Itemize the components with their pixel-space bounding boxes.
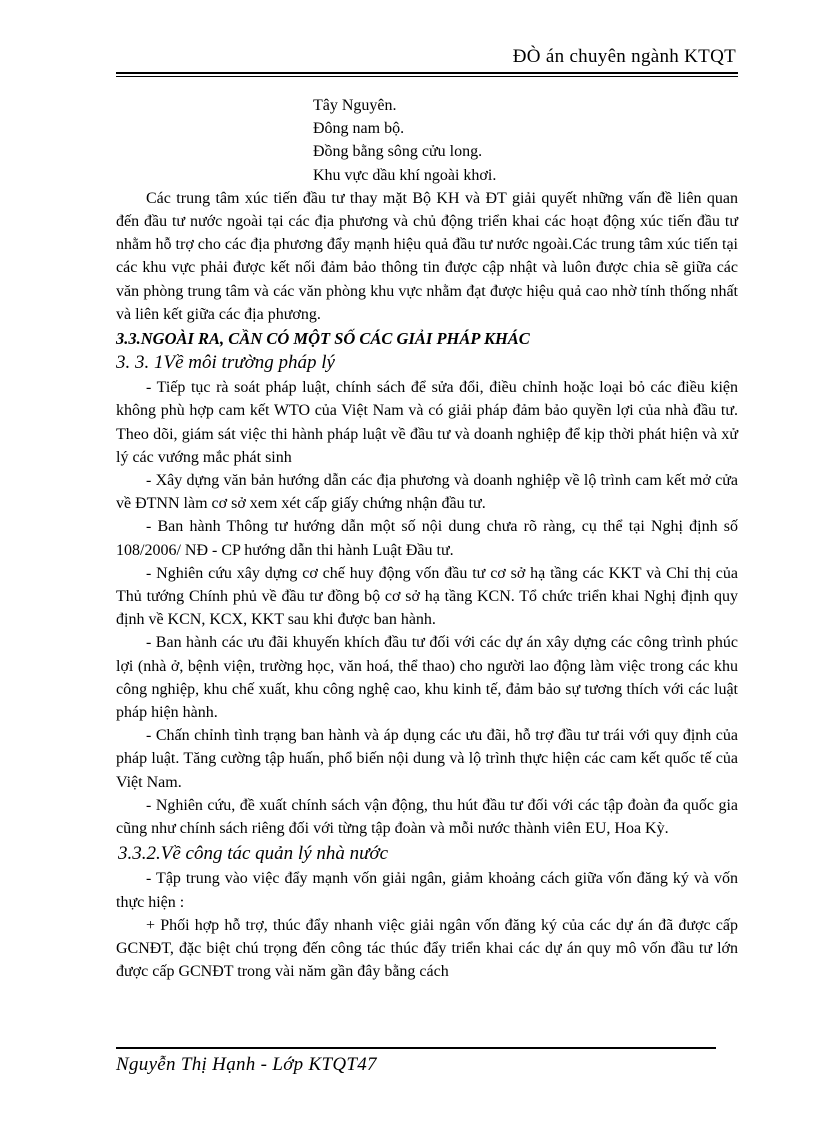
footer-author: Nguyễn Thị Hạnh - Lớp KTQT47 [116,1054,377,1075]
legal-paragraph: - Tiếp tục rà soát pháp luật, chính sách để sửa đổi, điều chỉnh hoặc loại bỏ các điều kiện không phù hợp cam kết WTO của Việt Nam và có giải pháp đảm bảo quyền lợi của nhà đầu tư. Theo dõi, giám sát việc thi hành pháp luật về đầu tư và doanh nghiệp để kịp thời phát hiện và xử lý các vướng mắc phát sinh [116,379,738,466]
legal-paragraph: - Ban hành Thông tư hướng dẫn một số nội dung chưa rõ ràng, cụ thể tại Nghị định số 108/2006/ NĐ - CP hướng dẫn thi hành Luật Đầu tư. [116,518,738,559]
legal-paragraph: - Xây dựng văn bản hướng dẫn các địa phương và doanh nghiệp về lộ trình cam kết mở cửa về ĐTNN làm cơ sở xem xét cấp giấy chứng nhận đầu tư. [116,472,738,513]
legal-paragraph: - Chấn chỉnh tình trạng ban hành và áp dụng các ưu đãi, hỗ trợ đầu tư trái với quy định của pháp luật. Tăng cường tập huấn, phổ biến nội dung và lộ trình thực hiện các cam kết quốc tế của Việt Nam. [116,727,738,791]
management-paragraph: + Phối hợp hỗ trợ, thúc đẩy nhanh việc giải ngân vốn đăng ký của các dự án đã được cấp GCNĐT, đặc biệt chú trọng đến công tác thúc đẩy triển khai các dự án quy mô vốn đầu tư lớn được cấp GCNĐT trong vài năm gần đây bằng cách [116,916,738,981]
legal-paragraph: - Nghiên cứu xây dựng cơ chế huy động vốn đầu tư cơ sở hạ tầng các KKT và Chỉ thị của Thủ tướng Chính phủ về đầu tư đồng bộ cơ sở hạ tầng KCN. Tổ chức triển khai Nghị định quy định về KCN, KCX, KKT sau khi được ban hành. [116,564,738,629]
region-item: Đồng bằng sông cửu long. [313,143,483,161]
header-title: ĐÒ án chuyên ngành KTQT [512,46,736,67]
region-item: Khu vực dầu khí ngoài khơi. [313,166,497,184]
footer-rule [116,1047,716,1049]
header-rule [116,72,738,74]
header-rule-thin [116,76,738,77]
legal-paragraph: - Nghiên cứu, đề xuất chính sách vận động, thu hút đầu tư đối với các tập đoàn đa quốc gia cũng như chính sách riêng đối với từng tập đoàn và mỗi nước thành viên EU, Hoa Kỳ. [116,796,738,838]
region-list [116,94,738,187]
subsection-heading-management: 3.3.2.Về công tác quản lý nhà nước [118,843,389,865]
subsection-heading-legal: 3. 3. 1Về môi trường pháp lý [116,352,335,374]
legal-paragraph: - Ban hành các ưu đãi khuyến khích đầu tư đối với các dự án xây dựng các công trình phúc lợi (nhà ở, bệnh viện, trường học, văn hoá, thể thao) cho người lao động làm việc trong các khu công nghiệp, khu chế xuất, khu công nghệ cao, khu kinh tế, đảm bảo sự tương thích với các luật pháp hiện hành. [116,634,738,722]
region-item: Đông nam bộ. [313,120,405,138]
document-body [116,94,738,983]
region-item: Tây Nguyên. [313,97,397,114]
intro-paragraph: Các trung tâm xúc tiến đầu tư thay mặt Bộ KH và ĐT giải quyết những vấn đề liên quan đến đầu tư nước ngoài tại các địa phương và chủ động triển khai các hoạt động xúc tiến đầu tư nhằm hỗ trợ cho các địa phương đẩy mạnh hiệu quả đầu tư nước ngoài.Các trung tâm xúc tiến tại các khu vực phải được kết nối đảm bảo thông tin được cập nhật và luôn được chia sẽ giữa các văn phòng trung tâm và các văn phòng khu vực nhằm đạt được hiệu quả cao nhờ tính thống nhất và liên kết giữa các địa phương. [116,189,738,323]
management-paragraph: - Tập trung vào việc đẩy mạnh vốn giải ngân, giảm khoảng cách giữa vốn đăng ký và vốn thực hiện : [116,870,738,911]
section-heading: 3.3.NGOÀI RA, CẦN CÓ MỘT SỐ CÁC GIẢI PHÁP KHÁC [116,329,530,349]
